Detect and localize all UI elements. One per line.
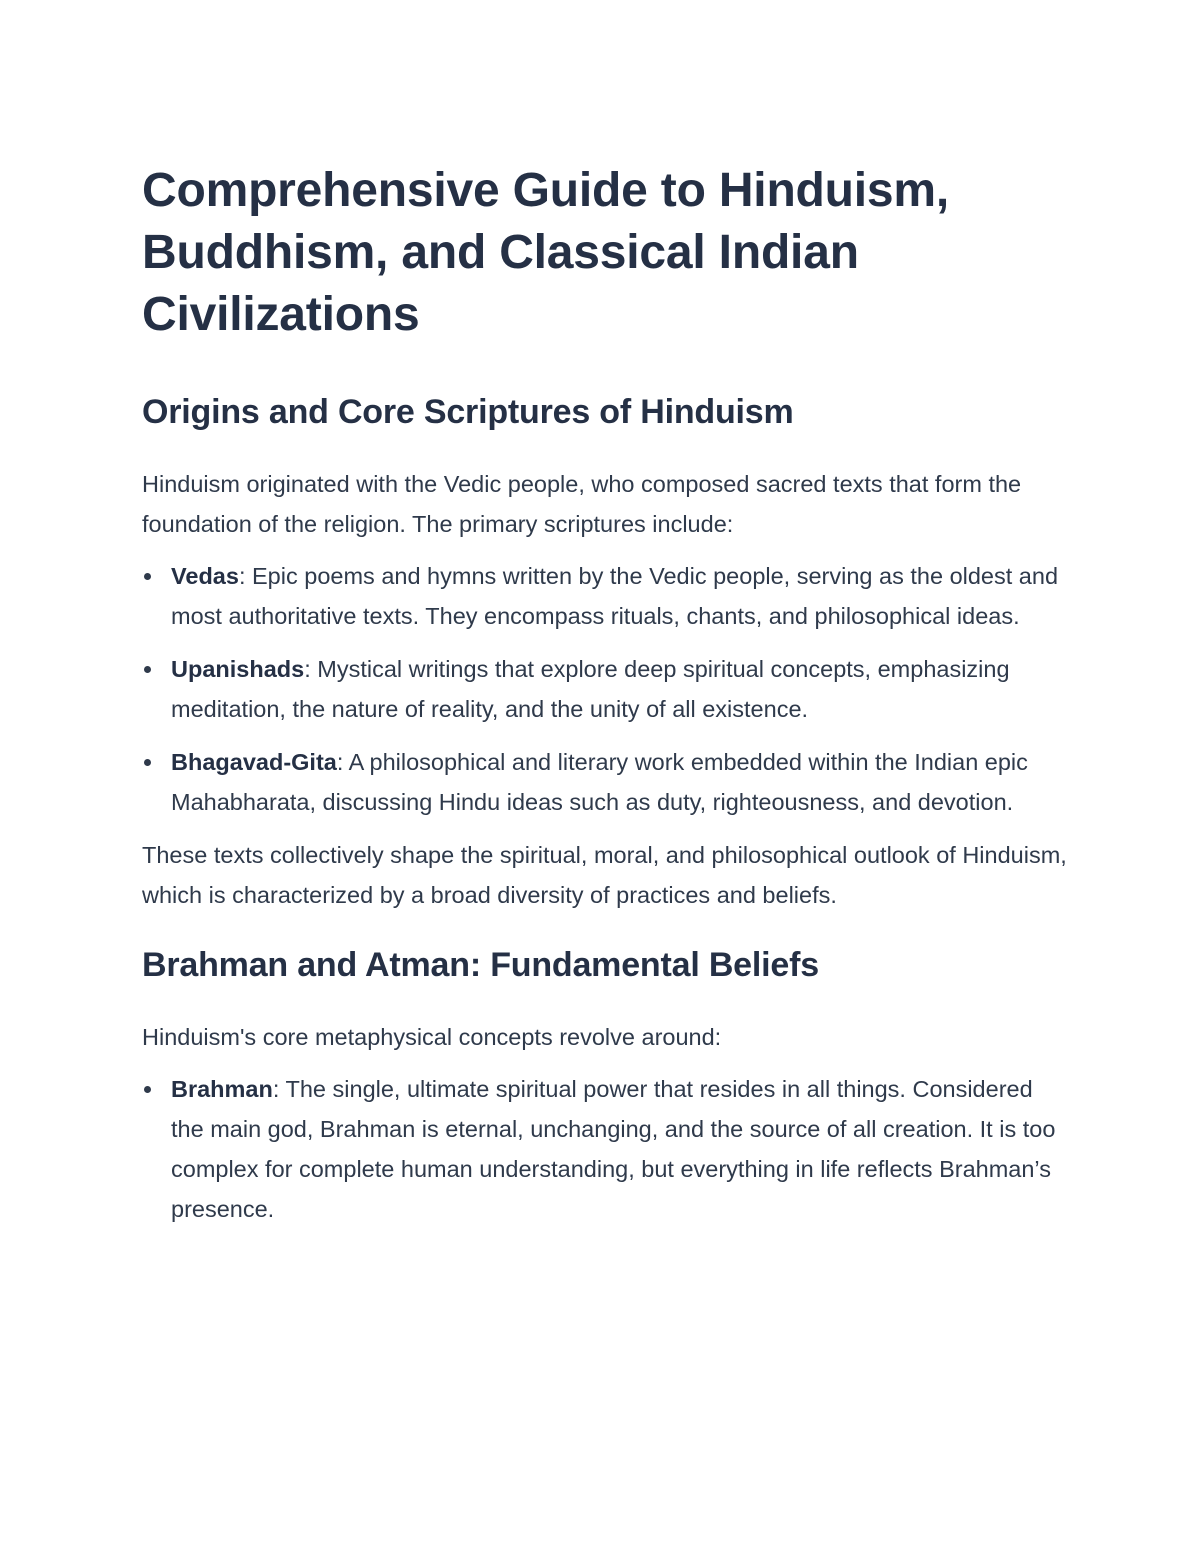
list-item-brahman [142, 1069, 1067, 1229]
list-item-term: Upanishads [171, 656, 305, 682]
bullet-icon [144, 666, 151, 673]
section-brahman-atman [142, 943, 1067, 1229]
scripture-list [142, 556, 1067, 822]
list-item-text: : Mystical writings that explore deep spiritual concepts, emphasizing meditation, the nature of reality, and the unity of all existence. [171, 656, 1010, 722]
section-heading: Origins and Core Scriptures of Hinduism [142, 393, 794, 431]
belief-list [142, 1069, 1067, 1229]
list-item-text: : Epic poems and hymns written by the Vedic people, serving as the oldest and most authoritative texts. They encompass rituals, chants, and philosophical ideas. [171, 563, 1059, 629]
bullet-icon [144, 573, 151, 580]
list-item-term: Brahman [171, 1076, 273, 1102]
section-outro: These texts collectively shape the spiritual, moral, and philosophical outlook of Hinduism, which is characterized by a broad diversity of practices and beliefs. [142, 842, 1067, 908]
section-heading: Brahman and Atman: Fundamental Beliefs [142, 946, 819, 984]
document-title: Comprehensive Guide to Hinduism, Buddhism, and Classical Indian Civilizations [142, 164, 950, 341]
list-item-text: : The single, ultimate spiritual power that resides in all things. Considered the main god, Brahman is eternal, unchanging, and the source of all creation. It is too complex for complete human understanding, but everything in life reflects Brahman’s presence. [171, 1076, 1056, 1222]
document-page [142, 160, 1067, 1242]
bullet-icon [144, 1086, 151, 1093]
bullet-icon [144, 759, 151, 766]
list-item-vedas [142, 556, 1067, 636]
list-item-upanishads [142, 649, 1067, 729]
list-item-text: : A philosophical and literary work embedded within the Indian epic Mahabharata, discussing Hindu ideas such as duty, righteousness, and devotion. [171, 749, 1028, 815]
list-item-bhagavad-gita [142, 742, 1067, 822]
list-item-term: Vedas [171, 563, 239, 589]
section-intro: Hinduism's core metaphysical concepts revolve around: [142, 1024, 722, 1050]
section-origins-scriptures [142, 390, 1067, 915]
section-intro: Hinduism originated with the Vedic people, who composed sacred texts that form the foundation of the religion. The primary scriptures include: [142, 471, 1022, 537]
list-item-term: Bhagavad-Gita [171, 749, 337, 775]
